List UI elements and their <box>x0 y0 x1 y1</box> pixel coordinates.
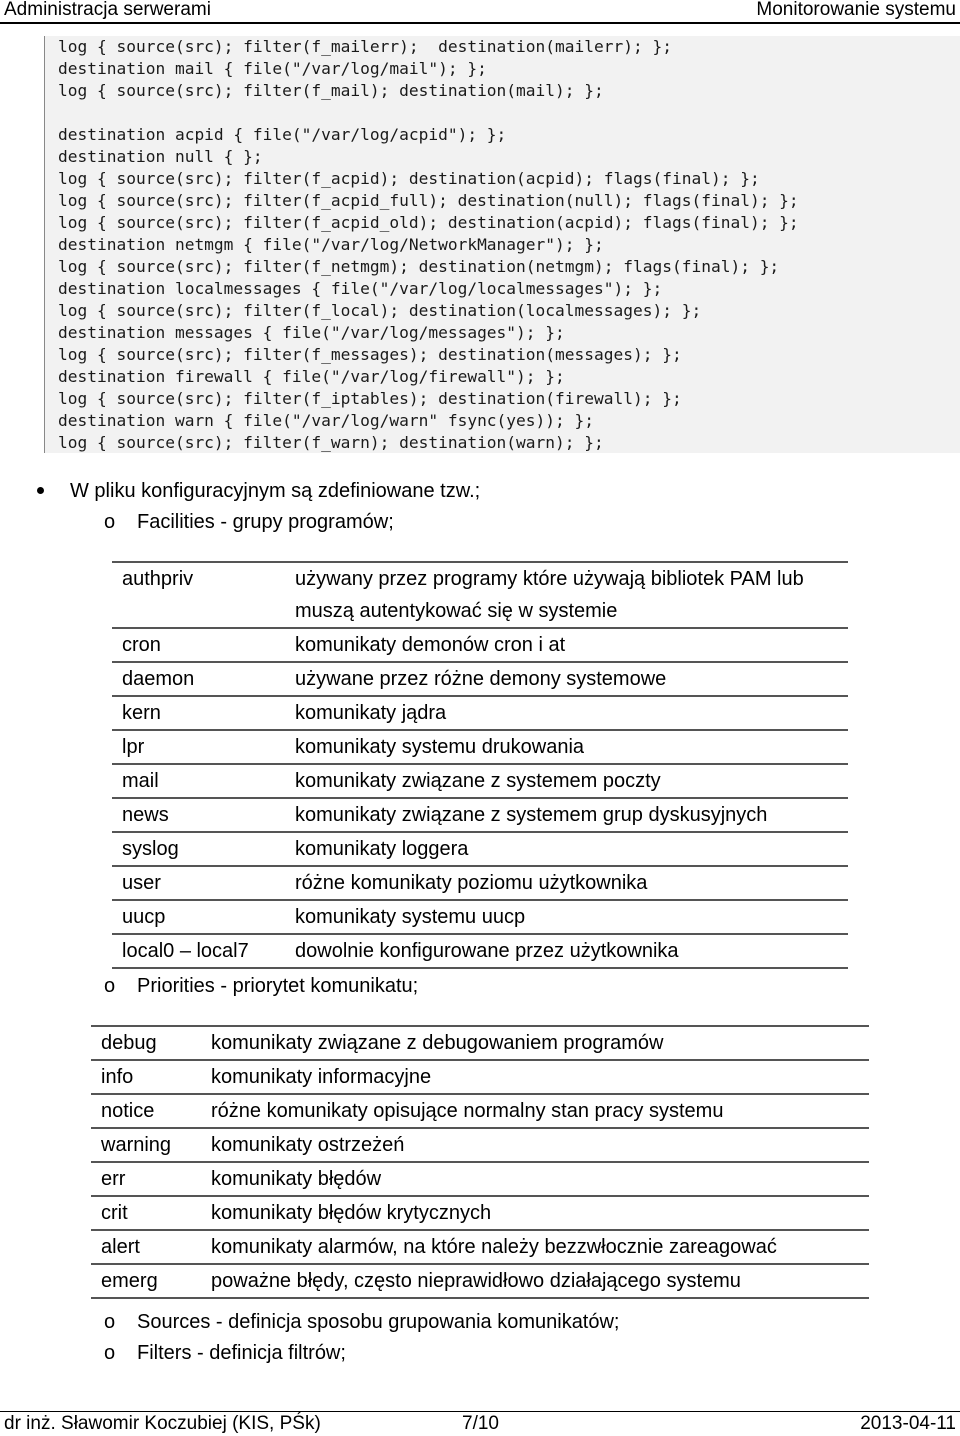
description-cell: komunikaty błędów <box>211 1162 869 1196</box>
table-row <box>91 1128 869 1162</box>
code-line: log { source(src); filter(f_iptables); destination(firewall); }; <box>58 389 682 408</box>
priorities-table <box>91 1025 869 1299</box>
code-line: log { source(src); filter(f_acpid_full); destination(null); flags(final); }; <box>58 191 799 210</box>
footer-author: dr inż. Sławomir Koczubiej (KIS, PŚk) <box>4 1413 321 1434</box>
description-cell: poważne błędy, często nieprawidłowo działającego systemu <box>211 1264 869 1298</box>
table-row <box>91 1230 869 1264</box>
term-cell: cron <box>112 628 295 662</box>
term-cell: lpr <box>112 730 295 764</box>
bullet-text: W pliku konfiguracyjnym są zdefiniowane tzw.; <box>70 480 481 502</box>
code-line: destination null { }; <box>58 147 263 166</box>
description-cell: komunikaty systemu uucp <box>295 900 848 934</box>
code-line: log { source(src); filter(f_mailerr); destination(mailerr); }; <box>58 37 672 56</box>
code-line: log { source(src); filter(f_messages); destination(messages); }; <box>58 345 682 364</box>
code-line: destination mail { file("/var/log/mail"); }; <box>58 59 487 78</box>
footer-page-number: 7/10 <box>462 1413 499 1434</box>
term-cell: info <box>91 1060 211 1094</box>
table-row <box>91 1264 869 1298</box>
header-rule <box>0 22 960 24</box>
footer-date: 2013-04-11 <box>860 1413 956 1434</box>
code-line: log { source(src); filter(f_acpid_old); destination(acpid); flags(final); }; <box>58 213 799 232</box>
term-cell: debug <box>91 1026 211 1060</box>
table-row <box>112 628 848 662</box>
term-cell: daemon <box>112 662 295 696</box>
term-cell: err <box>91 1162 211 1196</box>
table-row <box>91 1060 869 1094</box>
code-line: log { source(src); filter(f_acpid); destination(acpid); flags(final); }; <box>58 169 760 188</box>
description-cell: komunikaty loggera <box>295 832 848 866</box>
table-row <box>112 832 848 866</box>
code-line: destination messages { file("/var/log/messages"); }; <box>58 323 565 342</box>
table-row <box>112 798 848 832</box>
description-cell: używany przez programy które używają bibliotek PAM lub muszą autentykować się w systemie <box>295 562 848 628</box>
term-cell: user <box>112 866 295 900</box>
term-cell: alert <box>91 1230 211 1264</box>
description-cell: komunikaty informacyjne <box>211 1060 869 1094</box>
term-cell: kern <box>112 696 295 730</box>
term-cell: uucp <box>112 900 295 934</box>
sources-item: Sources - definicja sposobu grupowania komunikatów; <box>137 1311 620 1333</box>
description-cell: różne komunikaty poziomu użytkownika <box>295 866 848 900</box>
sub-marker: o <box>104 511 116 533</box>
description-cell: komunikaty jądra <box>295 696 848 730</box>
table-row <box>91 1196 869 1230</box>
sub-marker: o <box>104 1311 116 1333</box>
bullet-dot <box>37 487 44 494</box>
description-cell: różne komunikaty opisujące normalny stan pracy systemu <box>211 1094 869 1128</box>
code-line: destination firewall { file("/var/log/firewall"); }; <box>58 367 565 386</box>
code-line: destination netmgm { file("/var/log/NetworkManager"); }; <box>58 235 604 254</box>
term-cell: news <box>112 798 295 832</box>
table-row <box>112 934 848 968</box>
code-line: destination acpid { file("/var/log/acpid"); }; <box>58 125 507 144</box>
table-row <box>112 662 848 696</box>
table-row <box>91 1094 869 1128</box>
page-header <box>0 0 960 22</box>
term-cell: notice <box>91 1094 211 1128</box>
code-line: destination localmessages { file("/var/log/localmessages"); }; <box>58 279 663 298</box>
code-line: log { source(src); filter(f_netmgm); destination(netmgm); flags(final); }; <box>58 257 780 276</box>
table-row <box>112 866 848 900</box>
term-cell: syslog <box>112 832 295 866</box>
description-cell: komunikaty alarmów, na które należy bezzwłocznie zareagować <box>211 1230 869 1264</box>
term-cell: crit <box>91 1196 211 1230</box>
description-cell: komunikaty związane z debugowaniem programów <box>211 1026 869 1060</box>
term-cell: local0 – local7 <box>112 934 295 968</box>
code-line: log { source(src); filter(f_warn); destination(warn); }; <box>58 433 604 452</box>
term-cell: authpriv <box>112 562 295 628</box>
code-line: log { source(src); filter(f_local); destination(localmessages); }; <box>58 301 702 320</box>
description-cell: komunikaty związane z systemem grup dyskusyjnych <box>295 798 848 832</box>
table-row <box>112 562 848 628</box>
code-line: log { source(src); filter(f_mail); destination(mail); }; <box>58 81 604 100</box>
code-line: destination warn { file("/var/log/warn" fsync(yes)); }; <box>58 411 595 430</box>
facilities-table <box>112 561 848 969</box>
table-row <box>91 1026 869 1060</box>
header-right: Monitorowanie systemu <box>756 0 956 20</box>
term-cell: emerg <box>91 1264 211 1298</box>
term-cell: warning <box>91 1128 211 1162</box>
priorities-heading: Priorities - priorytet komunikatu; <box>137 975 419 997</box>
description-cell: komunikaty ostrzeżeń <box>211 1128 869 1162</box>
table-row <box>91 1162 869 1196</box>
table-row <box>112 900 848 934</box>
header-left: Administracja serwerami <box>4 0 211 20</box>
table-row <box>112 696 848 730</box>
description-cell: komunikaty związane z systemem poczty <box>295 764 848 798</box>
table-row <box>112 764 848 798</box>
sub-marker: o <box>104 975 116 997</box>
sub-marker: o <box>104 1342 116 1364</box>
term-cell: mail <box>112 764 295 798</box>
description-cell: komunikaty błędów krytycznych <box>211 1196 869 1230</box>
description-cell: komunikaty demonów cron i at <box>295 628 848 662</box>
description-cell: komunikaty systemu drukowania <box>295 730 848 764</box>
description-cell: używane przez różne demony systemowe <box>295 662 848 696</box>
facilities-heading: Facilities - grupy programów; <box>137 511 394 533</box>
code-block <box>44 36 960 453</box>
footer-rule <box>0 1411 960 1412</box>
table-row <box>112 730 848 764</box>
filters-item: Filters - definicja filtrów; <box>137 1342 346 1364</box>
description-cell: dowolnie konfigurowane przez użytkownika <box>295 934 848 968</box>
